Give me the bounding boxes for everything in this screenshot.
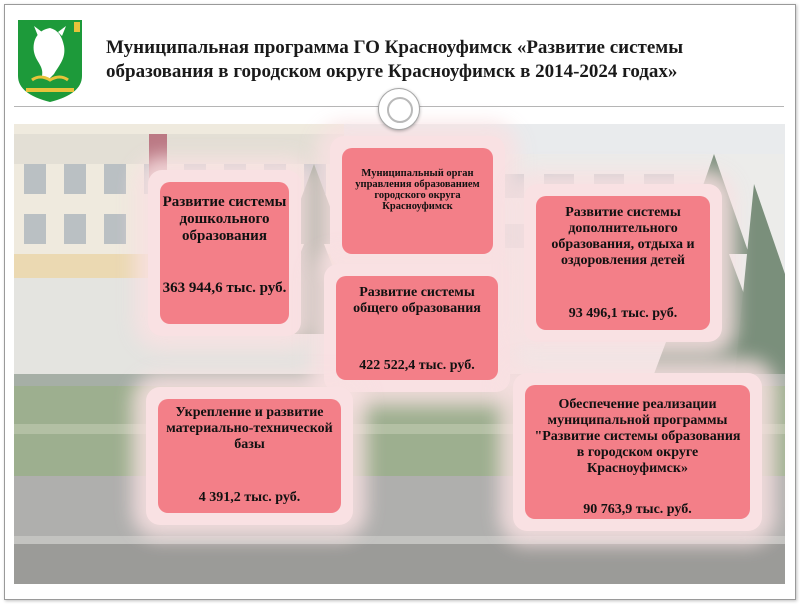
card-material-label: Укрепление и развитие материально-технической базы <box>166 405 333 452</box>
ring-ornament-icon <box>378 88 420 130</box>
card-additional-label: Развитие системы дополнительного образования, отдыха и оздоровления детей <box>551 205 695 268</box>
card-preschool-amount: 363 944,6 тыс. руб. <box>162 280 287 296</box>
card-additional-amount: 93 496,1 тыс. руб. <box>568 306 678 321</box>
card-additional <box>536 196 710 330</box>
card-support-amount: 90 763,9 тыс. руб. <box>583 502 692 517</box>
card-support-label: Обеспечение реализации муниципальной программы "Развитие системы образования в городском округе Красноуфимск» <box>534 397 741 476</box>
card-material <box>158 399 341 513</box>
coat-of-arms-icon <box>14 18 86 104</box>
card-general-label: Развитие системы общего образования <box>353 285 481 316</box>
card-preschool-label: Развитие системы дошкольного образования <box>162 194 287 244</box>
card-authority-label: Муниципальный орган управления образованием городского округа Красноуфимск <box>355 168 480 212</box>
card-general <box>336 276 498 380</box>
card-material-amount: 4 391,2 тыс. руб. <box>198 490 301 505</box>
card-authority <box>342 148 493 254</box>
card-support <box>525 385 750 519</box>
page-title: Муниципальная программа ГО Красноуфимск «Развитие системы образования в городском округе Красноуфимск в 2014-2024 годах» <box>106 37 684 82</box>
card-general-amount: 422 522,4 тыс. руб. <box>359 358 475 373</box>
card-preschool <box>160 182 289 324</box>
